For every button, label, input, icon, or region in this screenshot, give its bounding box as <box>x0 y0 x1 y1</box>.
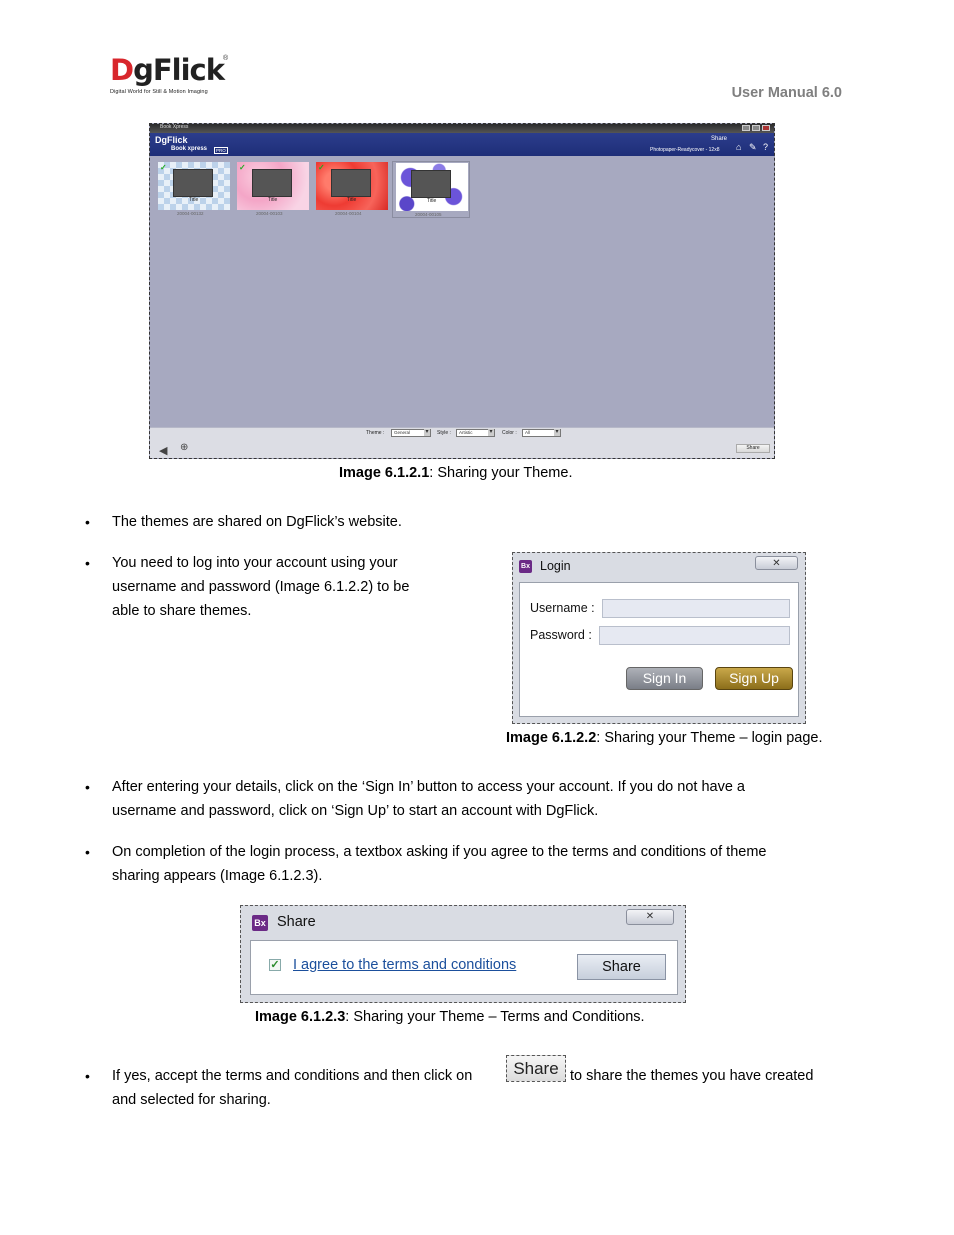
style-filter-label: Style : <box>437 430 451 436</box>
thumbnail-code: 20004-00132 <box>177 211 204 216</box>
username-label: Username : <box>530 601 595 615</box>
share-button[interactable]: Share <box>736 444 770 453</box>
window-titlebar <box>150 124 774 133</box>
bullet-text: The themes are shared on DgFlick’s website. <box>112 514 402 530</box>
theme-thumbnail-selected[interactable] <box>392 161 470 218</box>
theme-filter-label: Theme : <box>366 430 385 436</box>
dgflick-logo <box>110 55 235 103</box>
check-icon: ✓ <box>239 163 246 172</box>
back-arrow-icon[interactable]: ◀ <box>159 445 168 457</box>
bullet: • <box>85 1068 90 1084</box>
app-product: Book xpress <box>171 146 208 152</box>
zoom-icon[interactable]: ⊕ <box>180 442 189 453</box>
login-panel <box>519 582 799 717</box>
bullet: • <box>85 844 90 860</box>
thumbnail-title: Title <box>427 198 437 204</box>
pro-badge: PRO <box>216 148 226 153</box>
caption-image-6-1-2-1: Image 6.1.2.1: Sharing your Theme. <box>339 465 573 481</box>
style-select[interactable]: Artistic ▾ <box>456 429 495 437</box>
terms-link[interactable]: I agree to the terms and conditions <box>293 957 517 973</box>
app-header <box>150 133 774 156</box>
color-select[interactable]: All ▾ <box>522 429 561 437</box>
book-xpress-screenshot <box>149 123 775 459</box>
maximize-icon[interactable] <box>752 125 760 131</box>
logo-wordmark: gFlick <box>133 53 225 87</box>
share-dialog <box>240 905 686 1003</box>
agree-checkbox[interactable]: ✓ <box>270 959 280 971</box>
dialog-title: Share <box>277 914 316 930</box>
thumbnail-title: Title <box>347 197 357 203</box>
thumbnail-code: 20004-00103 <box>256 211 283 216</box>
caption-image-6-1-2-2: Image 6.1.2.2: Sharing your Theme – login page. <box>506 730 823 746</box>
theme-select[interactable]: General ▾ <box>391 429 431 437</box>
color-filter-label: Color : <box>502 430 517 436</box>
username-input[interactable] <box>602 599 790 618</box>
bullet-text: If yes, accept the terms and conditions and then click on <box>112 1068 473 1084</box>
logo-tagline: Digital World for Still & Motion Imaging <box>110 89 208 95</box>
bullet: • <box>85 555 90 571</box>
check-icon: ✓ <box>160 163 167 172</box>
sign-up-button[interactable]: Sign Up <box>715 667 793 690</box>
bullet: • <box>85 779 90 795</box>
bullet-text: and selected for sharing. <box>112 1092 271 1108</box>
caption-image-6-1-2-3: Image 6.1.2.3: Sharing your Theme – Terms and Conditions. <box>255 1009 645 1025</box>
password-input[interactable] <box>599 626 790 645</box>
thumbnail-code: 20004-00104 <box>335 211 362 216</box>
window-title: Book Xpress <box>160 124 189 130</box>
manual-version: User Manual 6.0 <box>731 85 842 101</box>
share-panel <box>250 940 678 995</box>
paper-type-label: Photopaper-Readycover - 12x8 <box>650 147 720 153</box>
sign-in-button[interactable]: Sign In <box>626 667 703 690</box>
wrench-icon[interactable]: ✎ <box>749 142 757 152</box>
dialog-title: Login <box>540 559 571 573</box>
close-icon[interactable]: ✕ <box>626 909 674 925</box>
thumbnail-title: Title <box>189 197 199 203</box>
thumbnail-title: Title <box>268 197 278 203</box>
logo-letter-d: D <box>110 53 134 87</box>
theme-thumbnail[interactable] <box>313 161 391 218</box>
bullet-text: You need to log into your account using your username and password (Image 6.1.2.2) to be able to share themes. <box>112 555 410 619</box>
close-icon[interactable] <box>762 125 770 131</box>
close-icon[interactable]: ✕ <box>755 556 798 570</box>
registered-mark: ® <box>223 55 229 62</box>
bullet-text: After entering your details, click on the ‘Sign In’ button to access your account. If you do not have a username and password, click on ‘Sign Up’ to start an account with DgFlick. <box>112 779 745 819</box>
header-share-label: Share <box>711 136 728 142</box>
home-icon[interactable]: ⌂ <box>736 142 742 152</box>
app-brand: DgFlick <box>155 135 188 145</box>
bullet-text: On completion of the login process, a textbox asking if you agree to the terms and conditions of theme sharing appears (Image 6.1.2.3). <box>112 844 767 884</box>
theme-thumbnail[interactable] <box>234 161 312 218</box>
password-label: Password : <box>530 628 592 642</box>
bookxpress-icon: Bx <box>519 560 532 573</box>
thumbnail-code: 20004-00105 <box>415 212 442 217</box>
theme-thumbnail[interactable] <box>155 161 233 218</box>
help-icon[interactable]: ? <box>763 142 769 152</box>
check-icon: ✓ <box>318 163 325 172</box>
login-dialog <box>512 552 806 724</box>
share-button[interactable]: Share <box>577 954 666 980</box>
minimize-icon[interactable] <box>742 125 750 131</box>
inline-share-button: Share <box>506 1055 566 1082</box>
bullet-text: to share the themes you have created <box>570 1068 814 1084</box>
bookxpress-icon: Bx <box>252 915 268 931</box>
bullet: • <box>85 514 90 530</box>
